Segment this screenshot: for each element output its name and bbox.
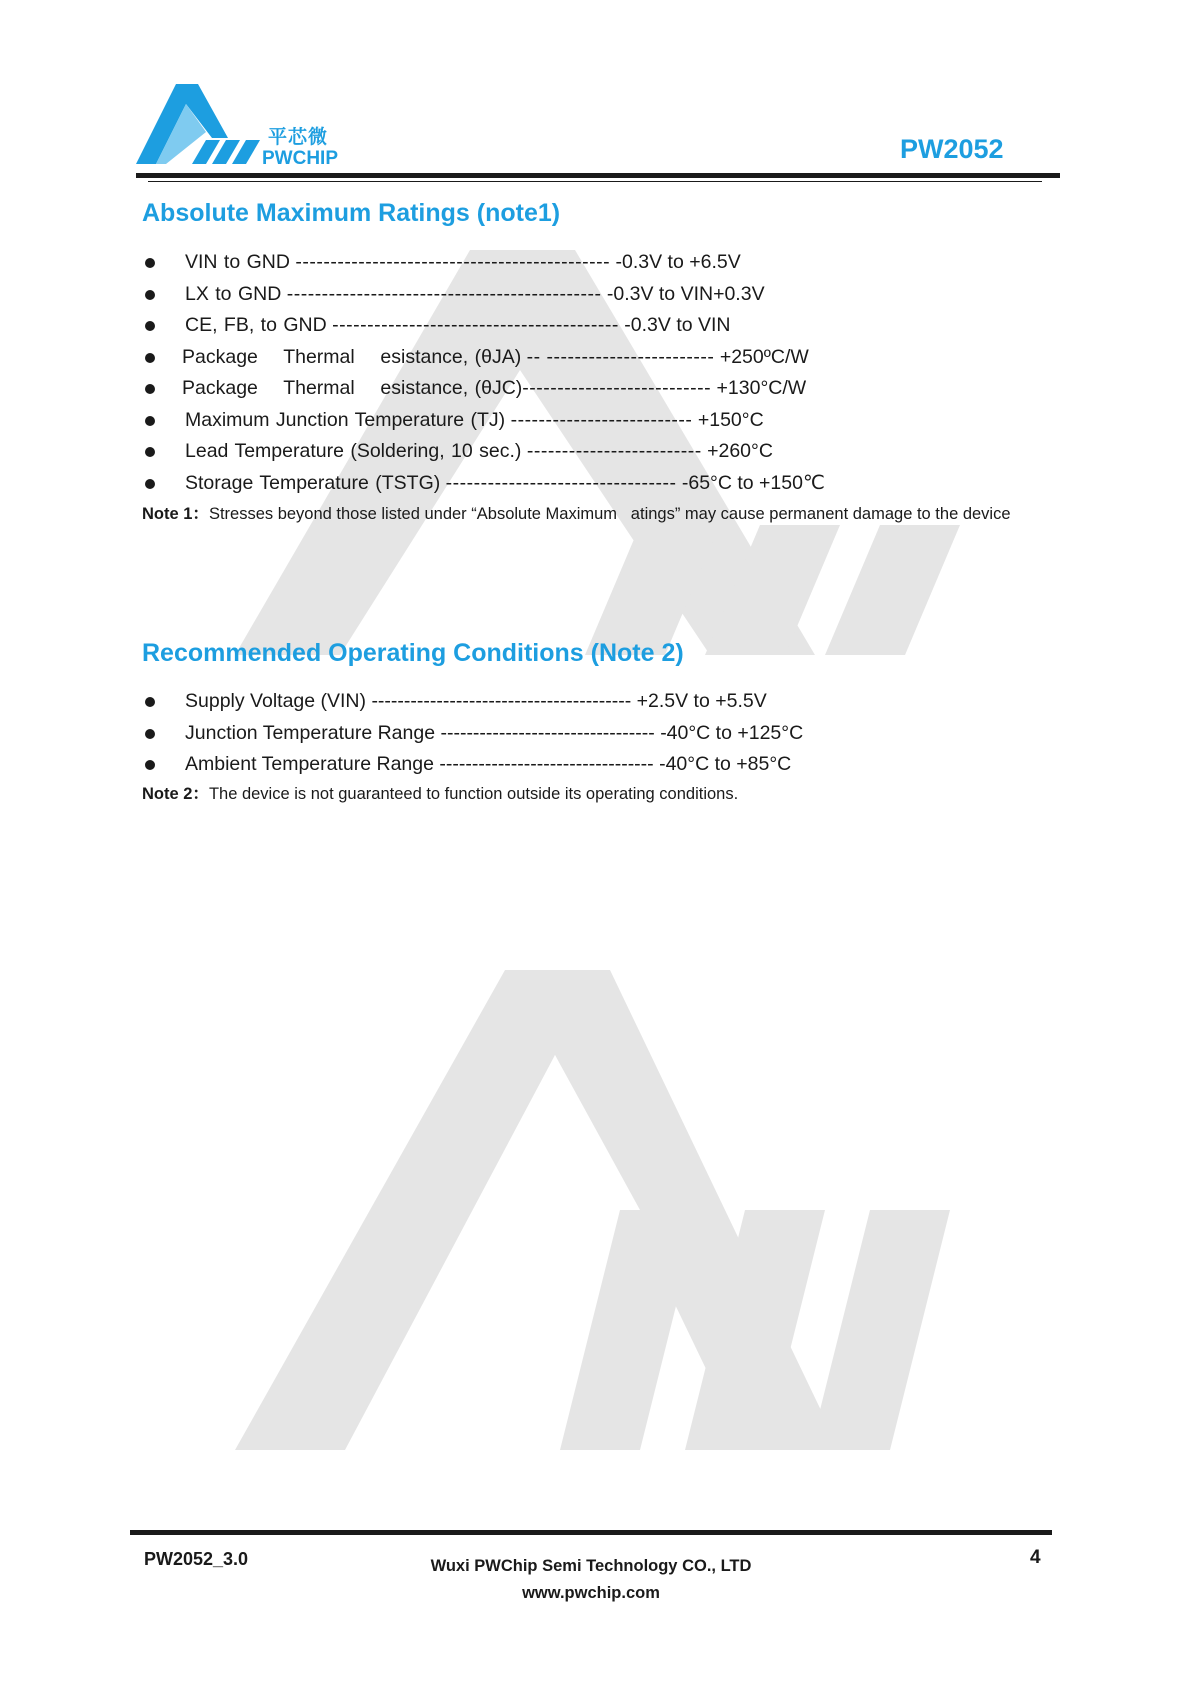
rating-label: Package Thermal esistance, (θJA) — [182, 345, 522, 368]
condition-value: -40°C to +85°C — [659, 753, 792, 775]
leader-dashes: ------------------------- — [526, 440, 702, 462]
bullet-icon — [145, 479, 155, 489]
list-item — [142, 686, 1042, 718]
page-number: 4 — [1030, 1547, 1041, 1568]
section-title-rec-op: Recommended Operating Conditions (Note 2) — [142, 639, 684, 667]
condition-value: +2.5V to +5.5V — [636, 690, 767, 712]
leader-dashes: --------------------------------------------- — [286, 282, 602, 305]
leader-dashes: --------------------------------- — [440, 721, 655, 744]
website-link[interactable]: www.pwchip.com — [522, 1584, 660, 1602]
abs-max-list — [142, 247, 1042, 499]
list-item — [142, 718, 1042, 750]
bullet-icon — [145, 697, 155, 707]
leader-dashes: --------------------------- — [522, 377, 712, 399]
bullet-icon — [145, 447, 155, 457]
rating-value: -65°C to +150℃ — [681, 471, 825, 494]
pwchip-logo-icon — [136, 82, 266, 168]
rating-value: -0.3V to +6.5V — [615, 251, 741, 273]
rating-label: LX to GND — [185, 282, 282, 305]
footer-company-block — [350, 1553, 832, 1607]
list-item — [142, 279, 1042, 311]
rating-value: +250ºC/W — [719, 345, 809, 368]
bullet-icon — [145, 290, 155, 300]
rec-op-list — [142, 686, 1042, 781]
header-rule — [136, 173, 1060, 178]
bullet-icon — [145, 729, 155, 739]
leader-dashes: -------------------------- — [510, 408, 693, 431]
bullet-icon — [145, 321, 155, 331]
leader-dashes: --------------------------------- — [439, 753, 654, 775]
list-item — [142, 247, 1042, 279]
logo-chinese-name: 平芯微 — [268, 126, 329, 148]
rating-label: Package Thermal esistance, (θJC) — [182, 377, 523, 399]
rating-label: VIN to GND — [185, 251, 290, 273]
bullet-icon — [145, 258, 155, 268]
logo-english-name: PWCHIP — [262, 148, 338, 169]
leader-dashes: ---------------------------------------- — [371, 690, 632, 712]
rating-value: -0.3V to VIN — [624, 314, 731, 336]
list-item — [142, 436, 1042, 468]
list-item — [142, 749, 1042, 781]
list-item — [142, 405, 1042, 437]
condition-label: Junction Temperature Range — [185, 721, 436, 744]
note-label: Note 1： — [142, 505, 209, 523]
bullet-icon — [145, 353, 155, 363]
bullet-icon — [145, 760, 155, 770]
rating-label: CE, FB, to GND — [185, 314, 327, 336]
note-2 — [142, 778, 1042, 810]
rating-value: +130°C/W — [716, 377, 807, 399]
list-item — [142, 373, 1042, 405]
leader-dashes: --------------------------------- — [445, 471, 677, 494]
note-text: The device is not guaranteed to function outside its operating conditions. — [208, 785, 739, 803]
company-name: Wuxi PWChip Semi Technology CO., LTD — [430, 1557, 752, 1575]
rating-label: Lead Temperature (Soldering, 10 sec.) — [185, 440, 522, 462]
leader-dashes: --------------------------------------------- — [295, 251, 611, 273]
list-item — [142, 342, 1042, 374]
list-item — [142, 310, 1042, 342]
rating-label: Storage Temperature (TSTG) — [185, 471, 441, 494]
list-item — [142, 468, 1042, 500]
note-text: Stresses beyond those listed under “Absolute Maximum atings” may cause permanent damage to the device — [208, 505, 1011, 523]
condition-label: Supply Voltage (VIN) — [185, 690, 367, 712]
section-title-abs-max: Absolute Maximum Ratings (note1) — [142, 199, 561, 227]
rating-value: -0.3V to VIN+0.3V — [606, 282, 765, 305]
leader-dashes: ----------------------------------------- — [332, 314, 619, 336]
footer-rule — [130, 1530, 1052, 1535]
rating-value: +260°C — [707, 440, 773, 462]
note-label: Note 2： — [142, 785, 209, 803]
bullet-icon — [145, 416, 155, 426]
condition-value: -40°C to +125°C — [660, 721, 804, 744]
rating-value: +150°C — [697, 408, 764, 431]
leader-dashes: -- ------------------------ — [526, 345, 715, 368]
bullet-icon — [145, 384, 155, 394]
document-version: PW2052_3.0 — [144, 1549, 249, 1569]
condition-label: Ambient Temperature Range — [185, 753, 434, 775]
part-number: PW2052 — [900, 134, 1004, 164]
rating-label: Maximum Junction Temperature (TJ) — [185, 408, 506, 431]
header-rule-thin — [148, 181, 1042, 182]
note-1 — [142, 498, 1042, 530]
